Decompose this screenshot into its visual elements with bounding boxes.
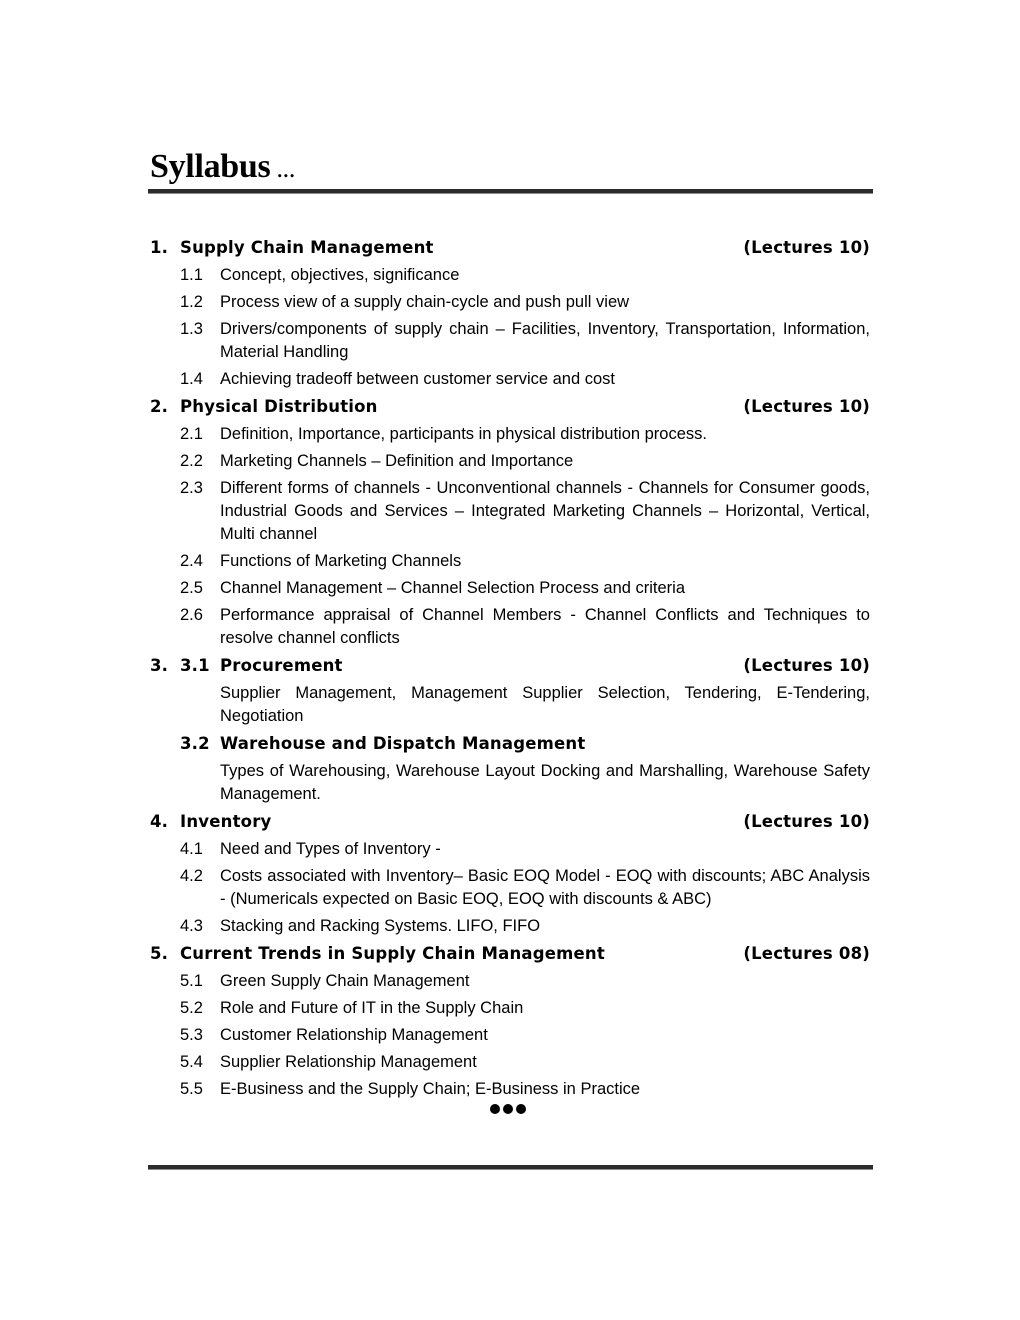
item-text: Concept, objectives, significance [220, 266, 460, 284]
item-text: Different forms of channels - Unconventional channels - Channels for Consumer goods, Industrial Goods and Services – Integrated Marketing Channels – Horizontal, Vertical, Multi channel [220, 479, 870, 543]
item-text: Functions of Marketing Channels [220, 552, 462, 570]
item-number: 2.3 [180, 479, 203, 497]
item-number: 1.2 [180, 293, 203, 311]
syllabus-content [150, 236, 870, 1101]
item-text: Achieving tradeoff between customer service and cost [220, 370, 615, 388]
list-item [150, 318, 870, 364]
paragraph [150, 760, 870, 806]
item-number: 5.1 [180, 972, 203, 990]
list-item [150, 1078, 870, 1101]
title-ellipsis: ... [276, 154, 296, 183]
item-text: Costs associated with Inventory– Basic EOQ Model - EOQ with discounts; ABC Analysis - (Numericals expected on Basic EOQ, EOQ with discounts & ABC) [220, 867, 870, 908]
list-item [150, 970, 870, 993]
unit-lectures: (Lectures 08) [743, 944, 870, 963]
item-text: Need and Types of Inventory - [220, 840, 441, 858]
unit-title: Procurement [220, 656, 343, 675]
item-number: 4.1 [180, 840, 203, 858]
item-number: 2.6 [180, 606, 203, 624]
list-item [150, 291, 870, 314]
unit-heading [150, 236, 870, 260]
item-number: 4.3 [180, 917, 203, 935]
unit-title: Supply Chain Management [180, 238, 434, 257]
item-text: Green Supply Chain Management [220, 972, 470, 990]
unit-number: 1. [150, 238, 169, 257]
item-number: 5.5 [180, 1080, 203, 1098]
item-text: Types of Warehousing, Warehouse Layout Docking and Marshalling, Warehouse Safety Management. [220, 762, 870, 803]
sub-unit-heading [150, 732, 870, 756]
list-item [150, 915, 870, 938]
item-number: 2.1 [180, 425, 203, 443]
item-number: 2.4 [180, 552, 203, 570]
sub-unit-number: 3.1 [180, 656, 210, 675]
list-item [150, 1024, 870, 1047]
item-number: 2.5 [180, 579, 203, 597]
list-item [150, 264, 870, 287]
list-item [150, 477, 870, 546]
unit-lectures: (Lectures 10) [743, 812, 870, 831]
item-text: Drivers/components of supply chain – Facilities, Inventory, Transportation, Information, Material Handling [220, 320, 870, 361]
page-title: Syllabus ... [150, 148, 296, 185]
list-item [150, 604, 870, 650]
item-text: Performance appraisal of Channel Members - Channel Conflicts and Techniques to resolve channel conflicts [220, 606, 870, 647]
item-text: Role and Future of IT in the Supply Chain [220, 999, 524, 1017]
unit-heading [150, 395, 870, 419]
item-number: 5.4 [180, 1053, 203, 1071]
sub-unit-title: Warehouse and Dispatch Management [220, 734, 586, 753]
list-item [150, 865, 870, 911]
item-number: 1.4 [180, 370, 203, 388]
item-text: Process view of a supply chain-cycle and push pull view [220, 293, 630, 311]
item-number: 5.3 [180, 1026, 203, 1044]
unit-lectures: (Lectures 10) [743, 397, 870, 416]
top-rule [148, 189, 873, 194]
item-text: Customer Relationship Management [220, 1026, 488, 1044]
list-item [150, 838, 870, 861]
item-text: Supplier Management, Management Supplier Selection, Tendering, E-Tendering, Negotiation [220, 684, 870, 725]
item-number: 4.2 [180, 867, 203, 885]
item-text: Stacking and Racking Systems. LIFO, FIFO [220, 917, 541, 935]
list-item [150, 550, 870, 573]
list-item [150, 997, 870, 1020]
item-text: Supplier Relationship Management [220, 1053, 477, 1071]
unit-title: Inventory [180, 812, 272, 831]
unit-number: 3. [150, 656, 169, 675]
unit-number: 4. [150, 812, 169, 831]
list-item [150, 450, 870, 473]
list-item [150, 423, 870, 446]
unit-lectures: (Lectures 10) [743, 238, 870, 257]
unit-number: 2. [150, 397, 169, 416]
unit-number: 5. [150, 944, 169, 963]
item-text: Definition, Importance, participants in physical distribution process. [220, 425, 707, 443]
list-item [150, 368, 870, 391]
unit-title: Current Trends in Supply Chain Management [180, 944, 605, 963]
unit-heading [150, 654, 870, 678]
unit-heading [150, 942, 870, 966]
end-of-section-dots [490, 1104, 526, 1114]
item-number: 1.3 [180, 320, 203, 338]
item-number: 5.2 [180, 999, 203, 1017]
item-number: 1.1 [180, 266, 203, 284]
item-text: E-Business and the Supply Chain; E-Business in Practice [220, 1080, 641, 1098]
list-item [150, 1051, 870, 1074]
item-number: 2.2 [180, 452, 203, 470]
unit-heading [150, 810, 870, 834]
item-text: Marketing Channels – Definition and Importance [220, 452, 574, 470]
unit-lectures: (Lectures 10) [743, 656, 870, 675]
paragraph [150, 682, 870, 728]
list-item [150, 577, 870, 600]
unit-title: Physical Distribution [180, 397, 378, 416]
bottom-rule [148, 1165, 873, 1170]
item-text: Channel Management – Channel Selection Process and criteria [220, 579, 686, 597]
sub-unit-number: 3.2 [180, 734, 210, 753]
